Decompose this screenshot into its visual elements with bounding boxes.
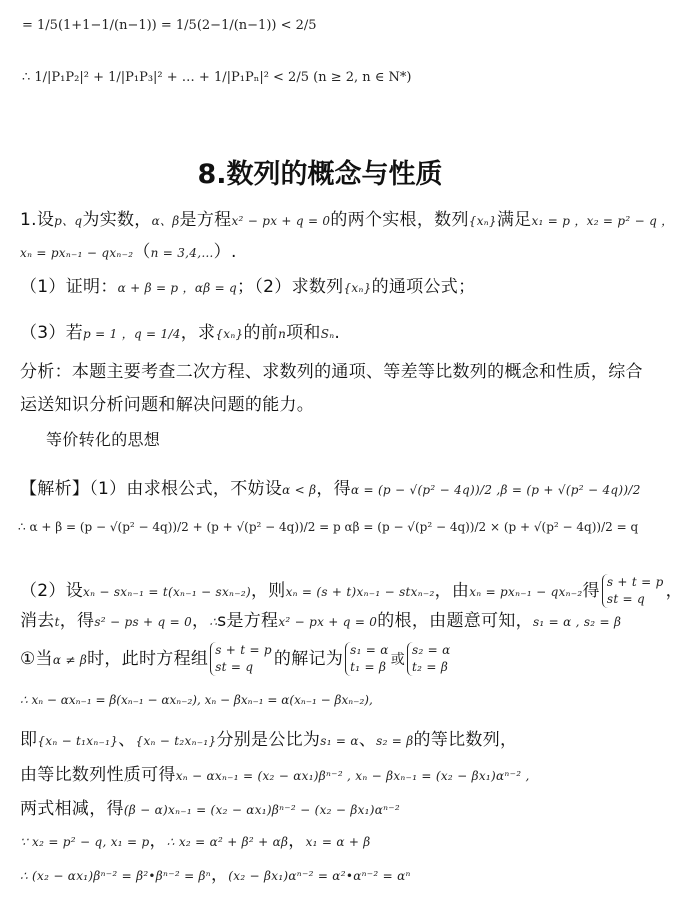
analysis-line-3: 等价转化的思想	[46, 430, 161, 449]
math-inline: n	[278, 327, 287, 341]
solution-text: ，	[288, 831, 306, 851]
problem-text: 的前	[243, 323, 279, 343]
solution-text: ①当	[20, 649, 53, 669]
analysis-line-1: 分析：本题主要考查二次方程、求数列的通项、等差等比数列的概念和性质，综合	[20, 362, 643, 382]
problem-text: （	[133, 242, 151, 262]
solution-text: 时，此时方程组	[87, 649, 209, 669]
system-equation: t₂ = β	[412, 660, 449, 674]
solution-text: ，得	[59, 611, 95, 631]
problem-text: （3）若	[20, 323, 84, 343]
analysis-line-2: 运送知识分析问题和解决问题的能力。	[20, 395, 315, 415]
solution-text: 、	[358, 730, 377, 750]
problem-line-3	[20, 272, 475, 297]
math-inline: Sₙ	[320, 327, 335, 341]
solution-line-5	[20, 642, 453, 676]
math-inline: s₂ = β	[376, 734, 414, 748]
math-inline: s₁ = α	[320, 734, 359, 748]
problem-text: （1）证明：	[20, 277, 118, 297]
math-inline: ∴	[209, 615, 218, 629]
math-inline: p = 1 ，q = 1/4	[83, 327, 181, 341]
problem-line-1	[20, 205, 673, 230]
math-inline: {xₙ}	[215, 327, 244, 341]
math-inline: (x₂ − βx₁)αⁿ⁻² = α²•αⁿ⁻² = αⁿ	[228, 869, 411, 883]
math-inline: ∴ x₂ = α² + β² + αβ	[166, 835, 289, 849]
math-inline: ∵ x₂ = p² − q, x₁ = p	[20, 835, 150, 849]
math-inline: {xₙ}	[468, 214, 497, 228]
solution-line-6: ∴ xₙ − αxₙ₋₁ = β(xₙ₋₁ − αxₙ₋₂), xₙ − βxₙ₋₁ = α(xₙ₋₁ − βxₙ₋₂),	[20, 693, 373, 707]
solution-text: ，得	[316, 479, 351, 499]
math-inline: s² − ps + q = 0	[94, 615, 193, 629]
top-formula-line-2: ∴ 1/|P₁P₂|² + 1/|P₁P₃|² + … + 1/|P₁Pₙ|² < 2/5 (n ≥ 2, n ∈ N*)	[22, 70, 412, 85]
solution-text: 消去	[20, 611, 55, 631]
problem-text: 1.设	[20, 210, 55, 230]
problem-text: 为实数，	[82, 210, 152, 230]
solution-line-10	[20, 826, 371, 851]
problem-text: 项和	[286, 323, 321, 343]
problem-text: 是方程	[179, 210, 232, 230]
solution-text: ，由	[434, 581, 470, 601]
math-inline: xₙ = pxₙ₋₁ − qxₙ₋₂	[20, 246, 134, 260]
math-inline: α ≠ β	[52, 653, 88, 667]
solution-text: 两式相减，得	[20, 799, 124, 819]
solution-text: （2）设	[20, 581, 84, 601]
solution-system-2	[407, 642, 451, 676]
solution-text: 的根，由题意可知，	[377, 611, 533, 631]
solution-text: 、	[118, 730, 136, 750]
equation-system	[602, 574, 664, 608]
problem-text: ；（2）求数列	[237, 277, 344, 297]
solution-text: 即	[20, 730, 38, 750]
problem-text: 的通项公式；	[371, 277, 476, 297]
math-inline: (β − α)xₙ₋₁ = (x₂ − αx₁)βⁿ⁻² − (x₂ − βx₁)αⁿ⁻²	[123, 803, 401, 817]
solution-text: 的解记为	[273, 649, 344, 669]
math-inline: xₙ = (s + t)xₙ₋₁ − stxₙ₋₂	[285, 585, 435, 599]
math-inline: p、q	[54, 214, 83, 228]
problem-text: ，求	[180, 323, 216, 343]
system-equation: s₁ = α	[350, 643, 389, 657]
math-inline: xₙ − αxₙ₋₁ = (x₂ − αx₁)βⁿ⁻² , xₙ − βxₙ₋₁ = (x₂ − βx₁)αⁿ⁻² ,	[175, 769, 530, 783]
system-equation: t₁ = β	[350, 660, 387, 674]
solution-line-7	[20, 725, 517, 750]
math-inline: xₙ = pxₙ₋₁ − qxₙ₋₂	[469, 585, 583, 599]
solution-line-1	[20, 474, 641, 499]
math-inline: α < β	[282, 483, 317, 497]
solution-line-2: ∴ α + β = (p − √(p² − 4q))/2 + (p + √(p² − 4q))/2 = p αβ = (p − √(p² − 4q))/2 × (p + √(p² − 4q))/2 = q	[18, 520, 639, 534]
math-inline: β = (p + √(p² − 4q))/2	[500, 483, 641, 497]
math-inline: t	[54, 615, 60, 629]
problem-text: .	[334, 323, 341, 343]
system-equation: s₂ = α	[412, 643, 451, 657]
solution-system-1	[345, 642, 389, 676]
system-equation: st = q	[606, 592, 646, 606]
math-inline: α = (p − √(p² − 4q))/2 ,	[350, 483, 501, 497]
math-inline: α、β	[151, 214, 180, 228]
section-title: 8.数列的概念与性质	[197, 159, 443, 190]
solution-text: ，	[192, 611, 210, 631]
solution-text: ，	[149, 831, 167, 851]
solution-text: ，	[665, 581, 683, 601]
problem-line-2	[20, 237, 237, 262]
math-inline: x² − px + q = 0	[231, 214, 331, 228]
math-inline: {xₙ}	[343, 281, 372, 295]
solution-text: 【解析】（1）由求根公式，不妨设	[20, 479, 283, 499]
system-equation: s + t = p	[215, 643, 272, 657]
top-formula-line-1: = 1/5(1+1−1/(n−1)) = 1/5(2−1/(n−1)) < 2/5	[22, 18, 317, 33]
problem-text: ）.	[213, 242, 237, 262]
math-inline: {xₙ − t₁xₙ₋₁}	[37, 734, 119, 748]
math-inline: x₁ = p ，x₂ = p² − q ，	[531, 214, 674, 228]
math-inline: x₁ = α + β	[305, 835, 371, 849]
system-equation: st = q	[215, 660, 254, 674]
solution-text: ，则	[250, 581, 286, 601]
problem-line-4	[20, 318, 340, 343]
math-inline: {xₙ − t₂xₙ₋₁}	[135, 734, 217, 748]
solution-text: ，	[210, 865, 229, 885]
math-inline: ∴ (x₂ − αx₁)βⁿ⁻² = β²•βⁿ⁻² = βⁿ	[20, 869, 211, 883]
solution-line-11	[20, 860, 411, 885]
math-inline: x² − px + q = 0	[278, 615, 378, 629]
solution-line-9	[20, 794, 400, 819]
math-inline: s₁ = α , s₂ = β	[532, 615, 622, 629]
problem-text: 的两个实根，数列	[330, 210, 469, 230]
solution-line-3	[20, 574, 683, 608]
solution-text: 或	[390, 652, 405, 668]
solution-line-8	[20, 760, 530, 785]
solution-text: s是方程	[217, 611, 279, 631]
solution-text: 的等比数列，	[413, 730, 518, 750]
solution-text: 由等比数列性质可得	[20, 765, 176, 785]
equation-system	[210, 642, 272, 676]
solution-line-4	[20, 606, 621, 631]
solution-text: 得	[582, 581, 600, 601]
problem-text: 满足	[496, 210, 532, 230]
system-equation: s + t = p	[606, 575, 664, 589]
solution-text: 分别是公比为	[216, 730, 321, 750]
math-inline: xₙ − sxₙ₋₁ = t(xₙ₋₁ − sxₙ₋₂)	[83, 585, 251, 599]
math-inline: n = 3,4,…	[150, 246, 214, 260]
math-inline: α + β = p ，αβ = q	[117, 281, 238, 295]
